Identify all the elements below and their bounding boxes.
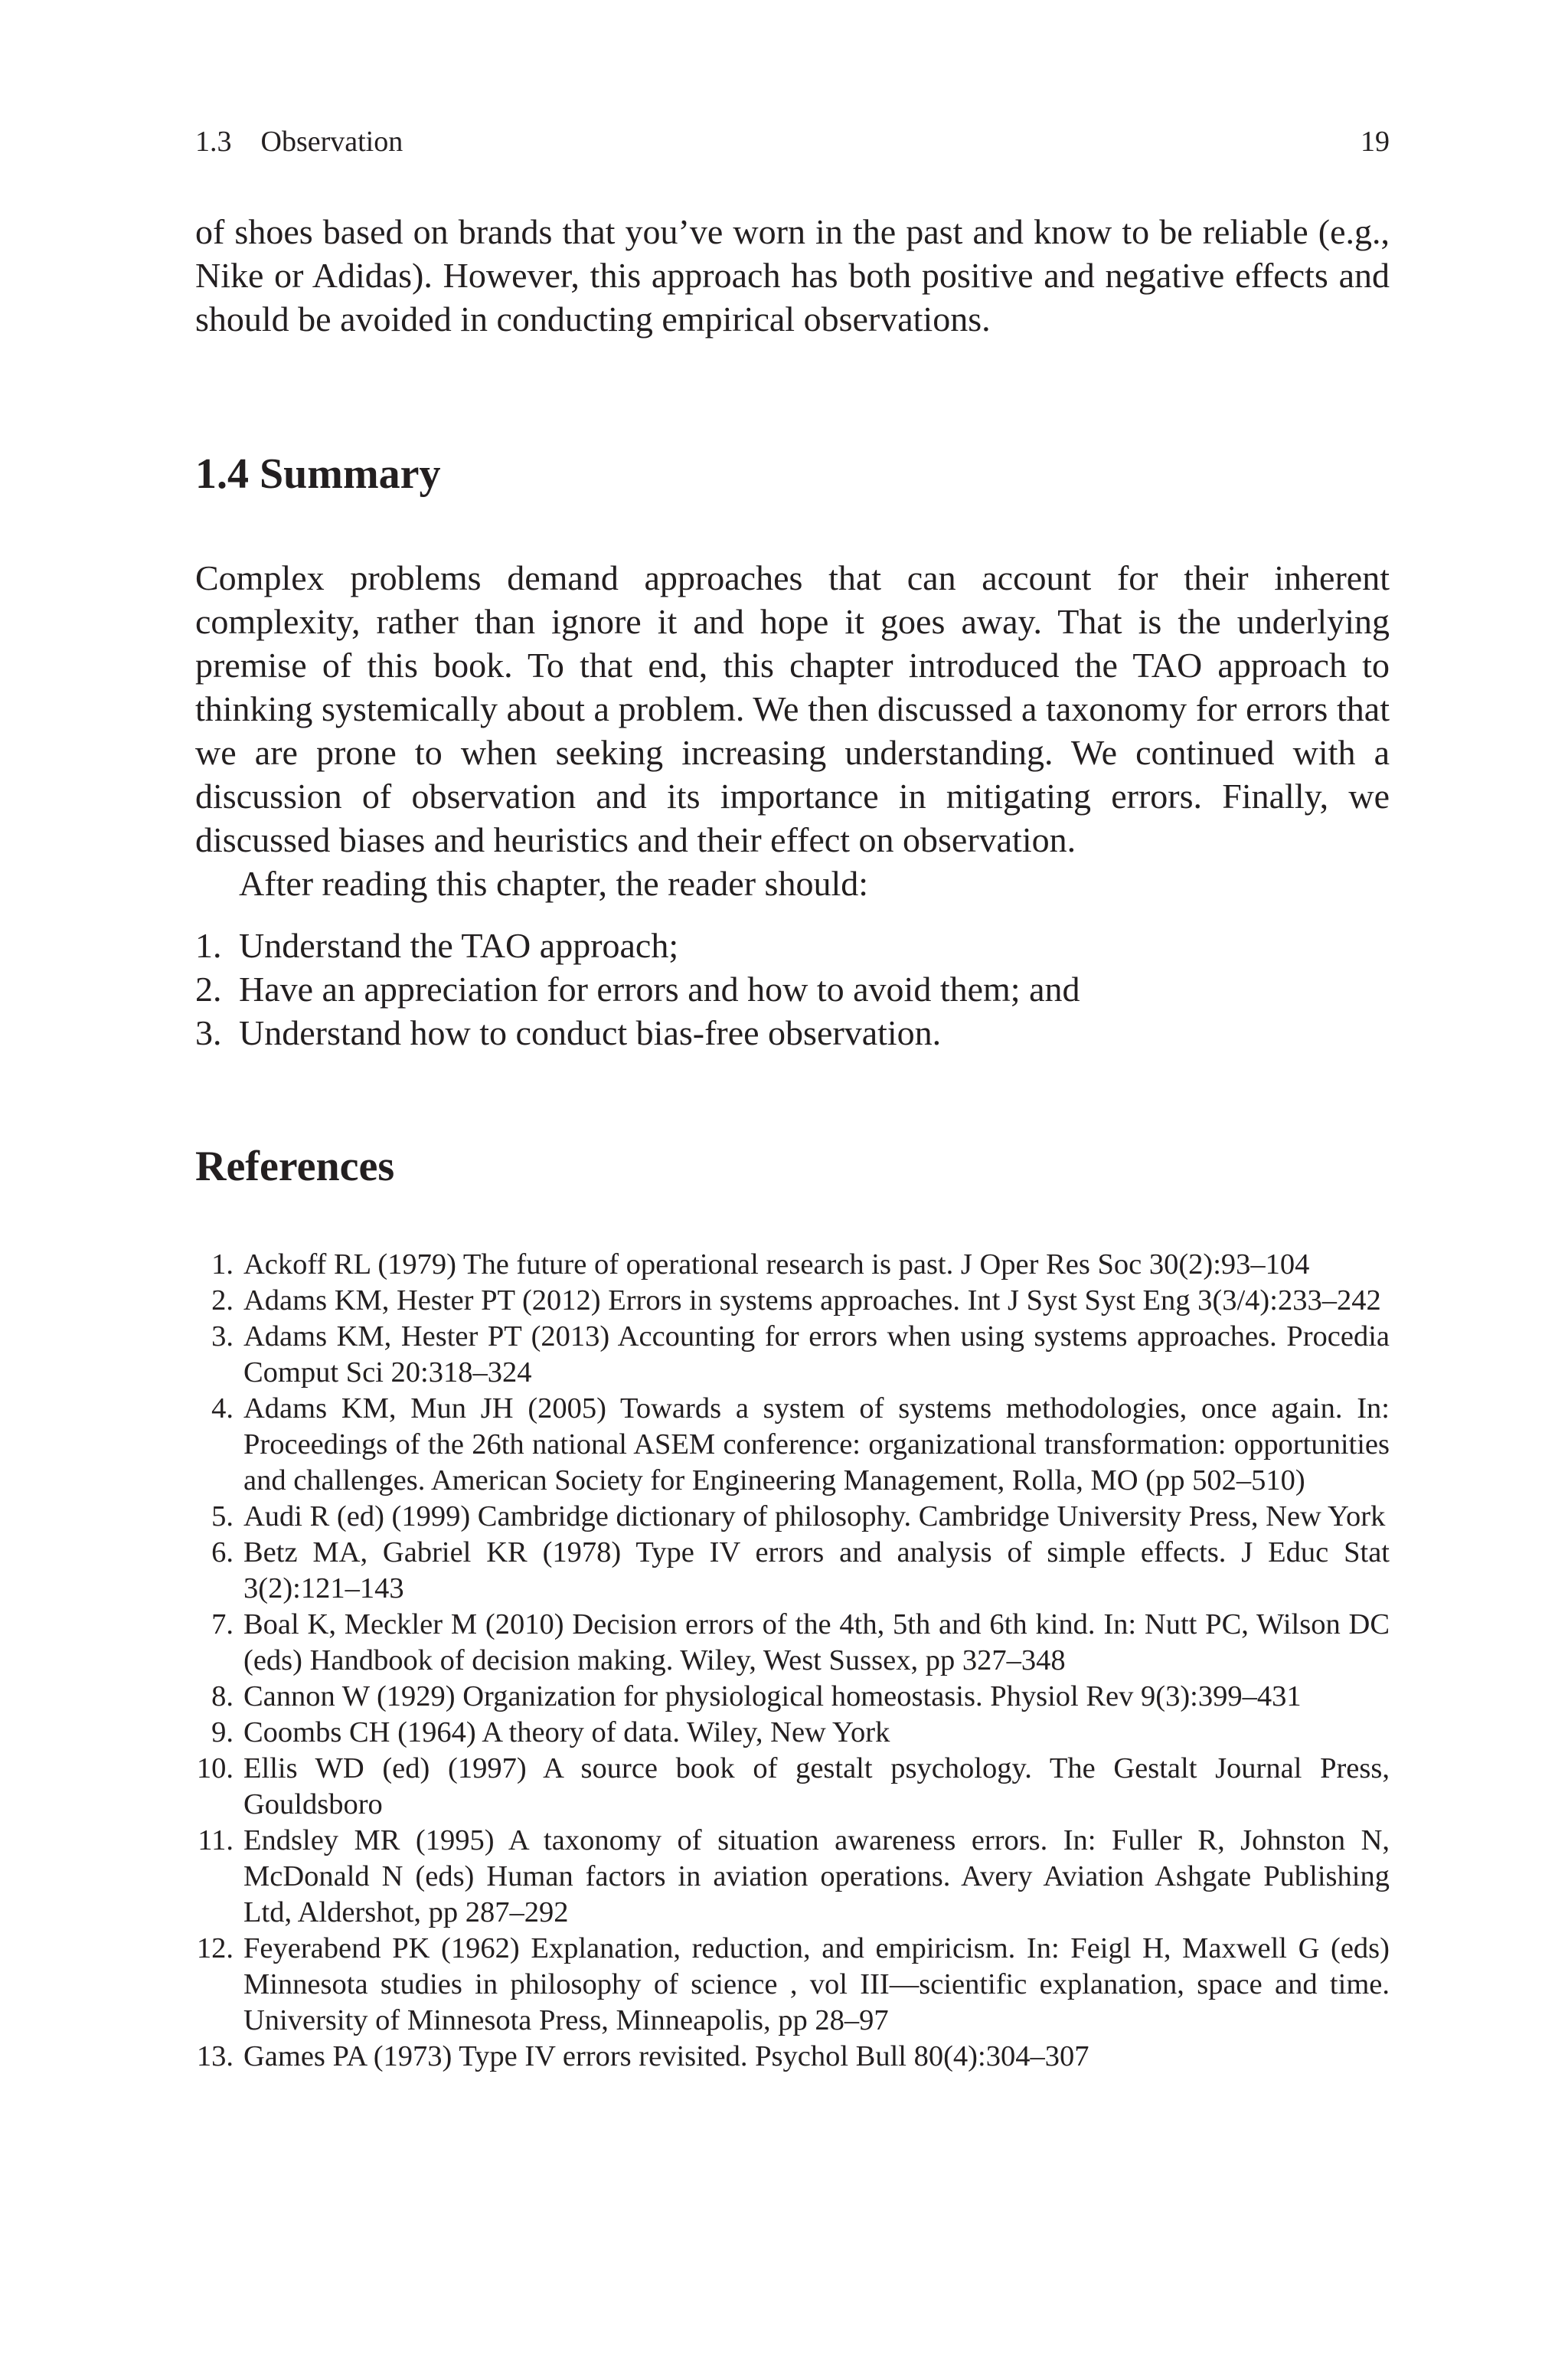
running-head-section: 1.3 Observation [195,126,403,158]
reference-number: 8. [211,1680,234,1712]
reference-number: 7. [211,1608,234,1640]
reference-item [195,1319,1390,1391]
list-item [195,967,1390,1011]
reference-number: 12. [196,1932,234,1964]
reference-item [195,1679,1390,1715]
reference-text: Coombs CH (1964) A theory of data. Wiley, New York [243,1716,890,1748]
reference-item [195,1931,1390,2039]
reference-number: 1. [211,1248,234,1281]
references-list [195,1247,1390,2075]
reference-text: Adams KM, Hester PT (2013) Accounting for errors when using systems approaches. Procedia Comput Sci 20:318–324 [243,1320,1390,1389]
learning-outcomes-list [195,924,1390,1055]
reference-number: 6. [211,1536,234,1568]
reference-text: Audi R (ed) (1999) Cambridge dictionary of philosophy. Cambridge University Press, New York [243,1500,1386,1532]
reference-item [195,1607,1390,1679]
reference-item [195,1823,1390,1931]
reference-number: 11. [198,1824,234,1856]
list-item-text: Understand the TAO approach; [239,926,679,965]
reference-item [195,1391,1390,1499]
reference-number: 5. [211,1500,234,1532]
reference-item [195,1283,1390,1319]
reference-number: 2. [211,1284,234,1317]
reference-text: Boal K, Meckler M (2010) Decision errors of the 4th, 5th and 6th kind. In: Nutt PC, Wilson DC (eds) Handbook of decision making. Wiley, West Sussex, pp 327–348 [243,1608,1390,1676]
list-item-number: 1. [195,926,222,965]
reference-item [195,1751,1390,1823]
reference-text: Ackoff RL (1979) The future of operational research is past. J Oper Res Soc 30(2):93–104 [243,1248,1310,1281]
references-heading: References [195,1143,395,1190]
reference-text: Adams KM, Mun JH (2005) Towards a system of systems methodologies, once again. In: Proceedings of the 26th national ASEM conference: organizational transformation: opportunities and challenges. American Society for Engineering Management, Rolla, MO (pp 502–510) [243,1392,1390,1496]
list-item [195,1011,1390,1055]
reference-item [195,1535,1390,1607]
reference-item [195,1499,1390,1535]
reference-number: 4. [211,1392,234,1425]
summary-heading: 1.4 Summary [195,450,441,498]
reference-text: Cannon W (1929) Organization for physiological homeostasis. Physiol Rev 9(3):399–431 [243,1680,1302,1712]
list-item-number: 2. [195,970,222,1009]
reference-item [195,2039,1390,2075]
reference-text: Betz MA, Gabriel KR (1978) Type IV errors and analysis of simple effects. J Educ Stat 3(2):121–143 [243,1536,1390,1604]
list-item [195,924,1390,967]
reference-number: 3. [211,1320,234,1353]
reference-number: 9. [211,1716,234,1748]
reference-item [195,1247,1390,1283]
summary-paragraph: Complex problems demand approaches that can account for their inherent complexity, rather than ignore it and hope it goes away. That is the underlying premise of this book. To that end, this chapter introduced the TAO approach to thinking systemically about a problem. We then discussed a taxonomy for errors that we are prone to when seeking increasing understanding. We continued with a discussion of observation and its importance in mitigating errors. Finally, we discussed biases and heuristics and their effect on observation. [195,558,1390,859]
list-item-number: 3. [195,1013,222,1052]
reference-text: Games PA (1973) Type IV errors revisited. Psychol Bull 80(4):304–307 [243,2040,1089,2072]
reference-item [195,1715,1390,1751]
page-number: 19 [1361,126,1390,158]
continued-paragraph: of shoes based on brands that you’ve worn in the past and know to be reliable (e.g., Nike or Adidas). However, this approach has both positive and negative effects and should be avoided in conducting empirical observations. [195,212,1390,339]
reference-text: Feyerabend PK (1962) Explanation, reduction, and empiricism. In: Feigl H, Maxwell G (eds) Minnesota studies in philosophy of science , vol III—scientific explanation, space and time. University of Minnesota Press, Minneapolis, pp 28–97 [243,1932,1390,2036]
list-item-text: Have an appreciation for errors and how to avoid them; and [239,970,1080,1009]
reference-text: Endsley MR (1995) A taxonomy of situation awareness errors. In: Fuller R, Johnston N, McDonald N (eds) Human factors in aviation operations. Avery Aviation Ashgate Publishing Ltd, Aldershot, pp 287–292 [243,1824,1390,1928]
reference-number: 13. [196,2040,234,2072]
after-reading-line: After reading this chapter, the reader should: [239,864,869,903]
list-item-text: Understand how to conduct bias-free observation. [239,1013,942,1052]
reference-number: 10. [196,1752,234,1784]
running-head [195,123,1390,161]
reference-text: Adams KM, Hester PT (2012) Errors in systems approaches. Int J Syst Syst Eng 3(3/4):233–242 [243,1284,1381,1317]
reference-text: Ellis WD (ed) (1997) A source book of gestalt psychology. The Gestalt Journal Press, Gouldsboro [243,1752,1390,1820]
